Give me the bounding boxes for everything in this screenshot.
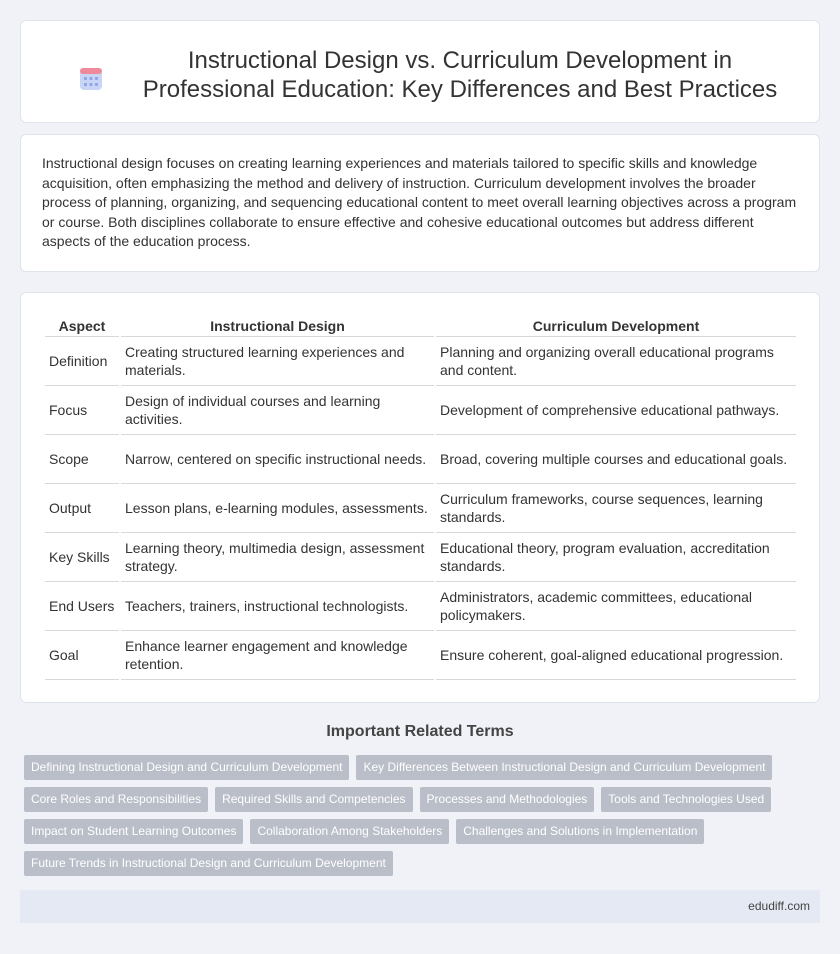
related-term-tag[interactable]: Tools and Technologies Used [601, 787, 771, 812]
intro-paragraph: Instructional design focuses on creating learning experiences and materials tailored to specific skills and knowledge acquisition, often emphasizing the method and delivery of instruction. Curriculum development involves the broader process of planning, organizing, and sequencing educational content to meet overall learning objectives across a program or course. Both disciplines collaborate to ensure effective and cohesive educational outcomes but address different aspects of the education process. [42, 155, 797, 249]
page-title: Instructional Design vs. Curriculum Development in Professional Education: Key Differences and Best Practices [142, 47, 778, 103]
table-header-row [45, 313, 796, 337]
table-row [45, 435, 796, 484]
table-row [45, 484, 796, 533]
instructional-design-cell: Enhance learner engagement and knowledge retention. [121, 631, 434, 680]
related-term-tag[interactable]: Core Roles and Responsibilities [24, 787, 208, 812]
table-row [45, 631, 796, 680]
instructional-design-cell: Narrow, centered on specific instructional needs. [121, 435, 434, 484]
instructional-design-cell: Lesson plans, e-learning modules, assessments. [121, 484, 434, 533]
instructional-design-cell: Teachers, trainers, instructional technologists. [121, 582, 434, 631]
instructional-design-cell: Creating structured learning experiences and materials. [121, 337, 434, 386]
aspect-cell: Key Skills [45, 533, 119, 582]
intro-card [20, 134, 820, 272]
table-row [45, 386, 796, 435]
table-row [45, 337, 796, 386]
related-term-tag[interactable]: Impact on Student Learning Outcomes [24, 819, 243, 844]
comparison-table-card [20, 292, 820, 703]
related-term-tag[interactable]: Processes and Methodologies [420, 787, 595, 812]
calendar-grid-icon [78, 66, 104, 92]
footer-site-link[interactable]: edudiff.com [748, 899, 810, 913]
curriculum-development-cell: Curriculum frameworks, course sequences, learning standards. [436, 484, 796, 533]
aspect-cell: End Users [45, 582, 119, 631]
instructional-design-cell: Learning theory, multimedia design, assessment strategy. [121, 533, 434, 582]
curriculum-development-cell: Ensure coherent, goal-aligned educational progression. [436, 631, 796, 680]
related-term-tag[interactable]: Defining Instructional Design and Curriculum Development [24, 755, 349, 780]
instructional-design-cell: Design of individual courses and learning activities. [121, 386, 434, 435]
curriculum-development-cell: Broad, covering multiple courses and educational goals. [436, 435, 796, 484]
related-term-tag[interactable]: Required Skills and Competencies [215, 787, 412, 812]
comparison-table [43, 313, 798, 680]
aspect-cell: Output [45, 484, 119, 533]
curriculum-development-cell: Development of comprehensive educational pathways. [436, 386, 796, 435]
aspect-cell: Goal [45, 631, 119, 680]
table-row [45, 582, 796, 631]
aspect-cell: Definition [45, 337, 119, 386]
curriculum-development-cell: Administrators, academic committees, educational policymakers. [436, 582, 796, 631]
related-terms-list [24, 755, 794, 876]
title-card [20, 20, 820, 123]
column-header-curriculum-development: Curriculum Development [436, 313, 796, 337]
related-term-tag[interactable]: Challenges and Solutions in Implementation [456, 819, 704, 844]
aspect-cell: Scope [45, 435, 119, 484]
column-header-aspect: Aspect [45, 313, 119, 337]
related-term-tag[interactable]: Collaboration Among Stakeholders [250, 819, 449, 844]
footer [20, 890, 820, 923]
curriculum-development-cell: Educational theory, program evaluation, accreditation standards. [436, 533, 796, 582]
related-term-tag[interactable]: Key Differences Between Instructional Design and Curriculum Development [356, 755, 772, 780]
aspect-cell: Focus [45, 386, 119, 435]
related-term-tag[interactable]: Future Trends in Instructional Design and Curriculum Development [24, 851, 393, 876]
table-row [45, 533, 796, 582]
column-header-instructional-design: Instructional Design [121, 313, 434, 337]
related-terms-heading: Important Related Terms [326, 723, 514, 740]
curriculum-development-cell: Planning and organizing overall educational programs and content. [436, 337, 796, 386]
